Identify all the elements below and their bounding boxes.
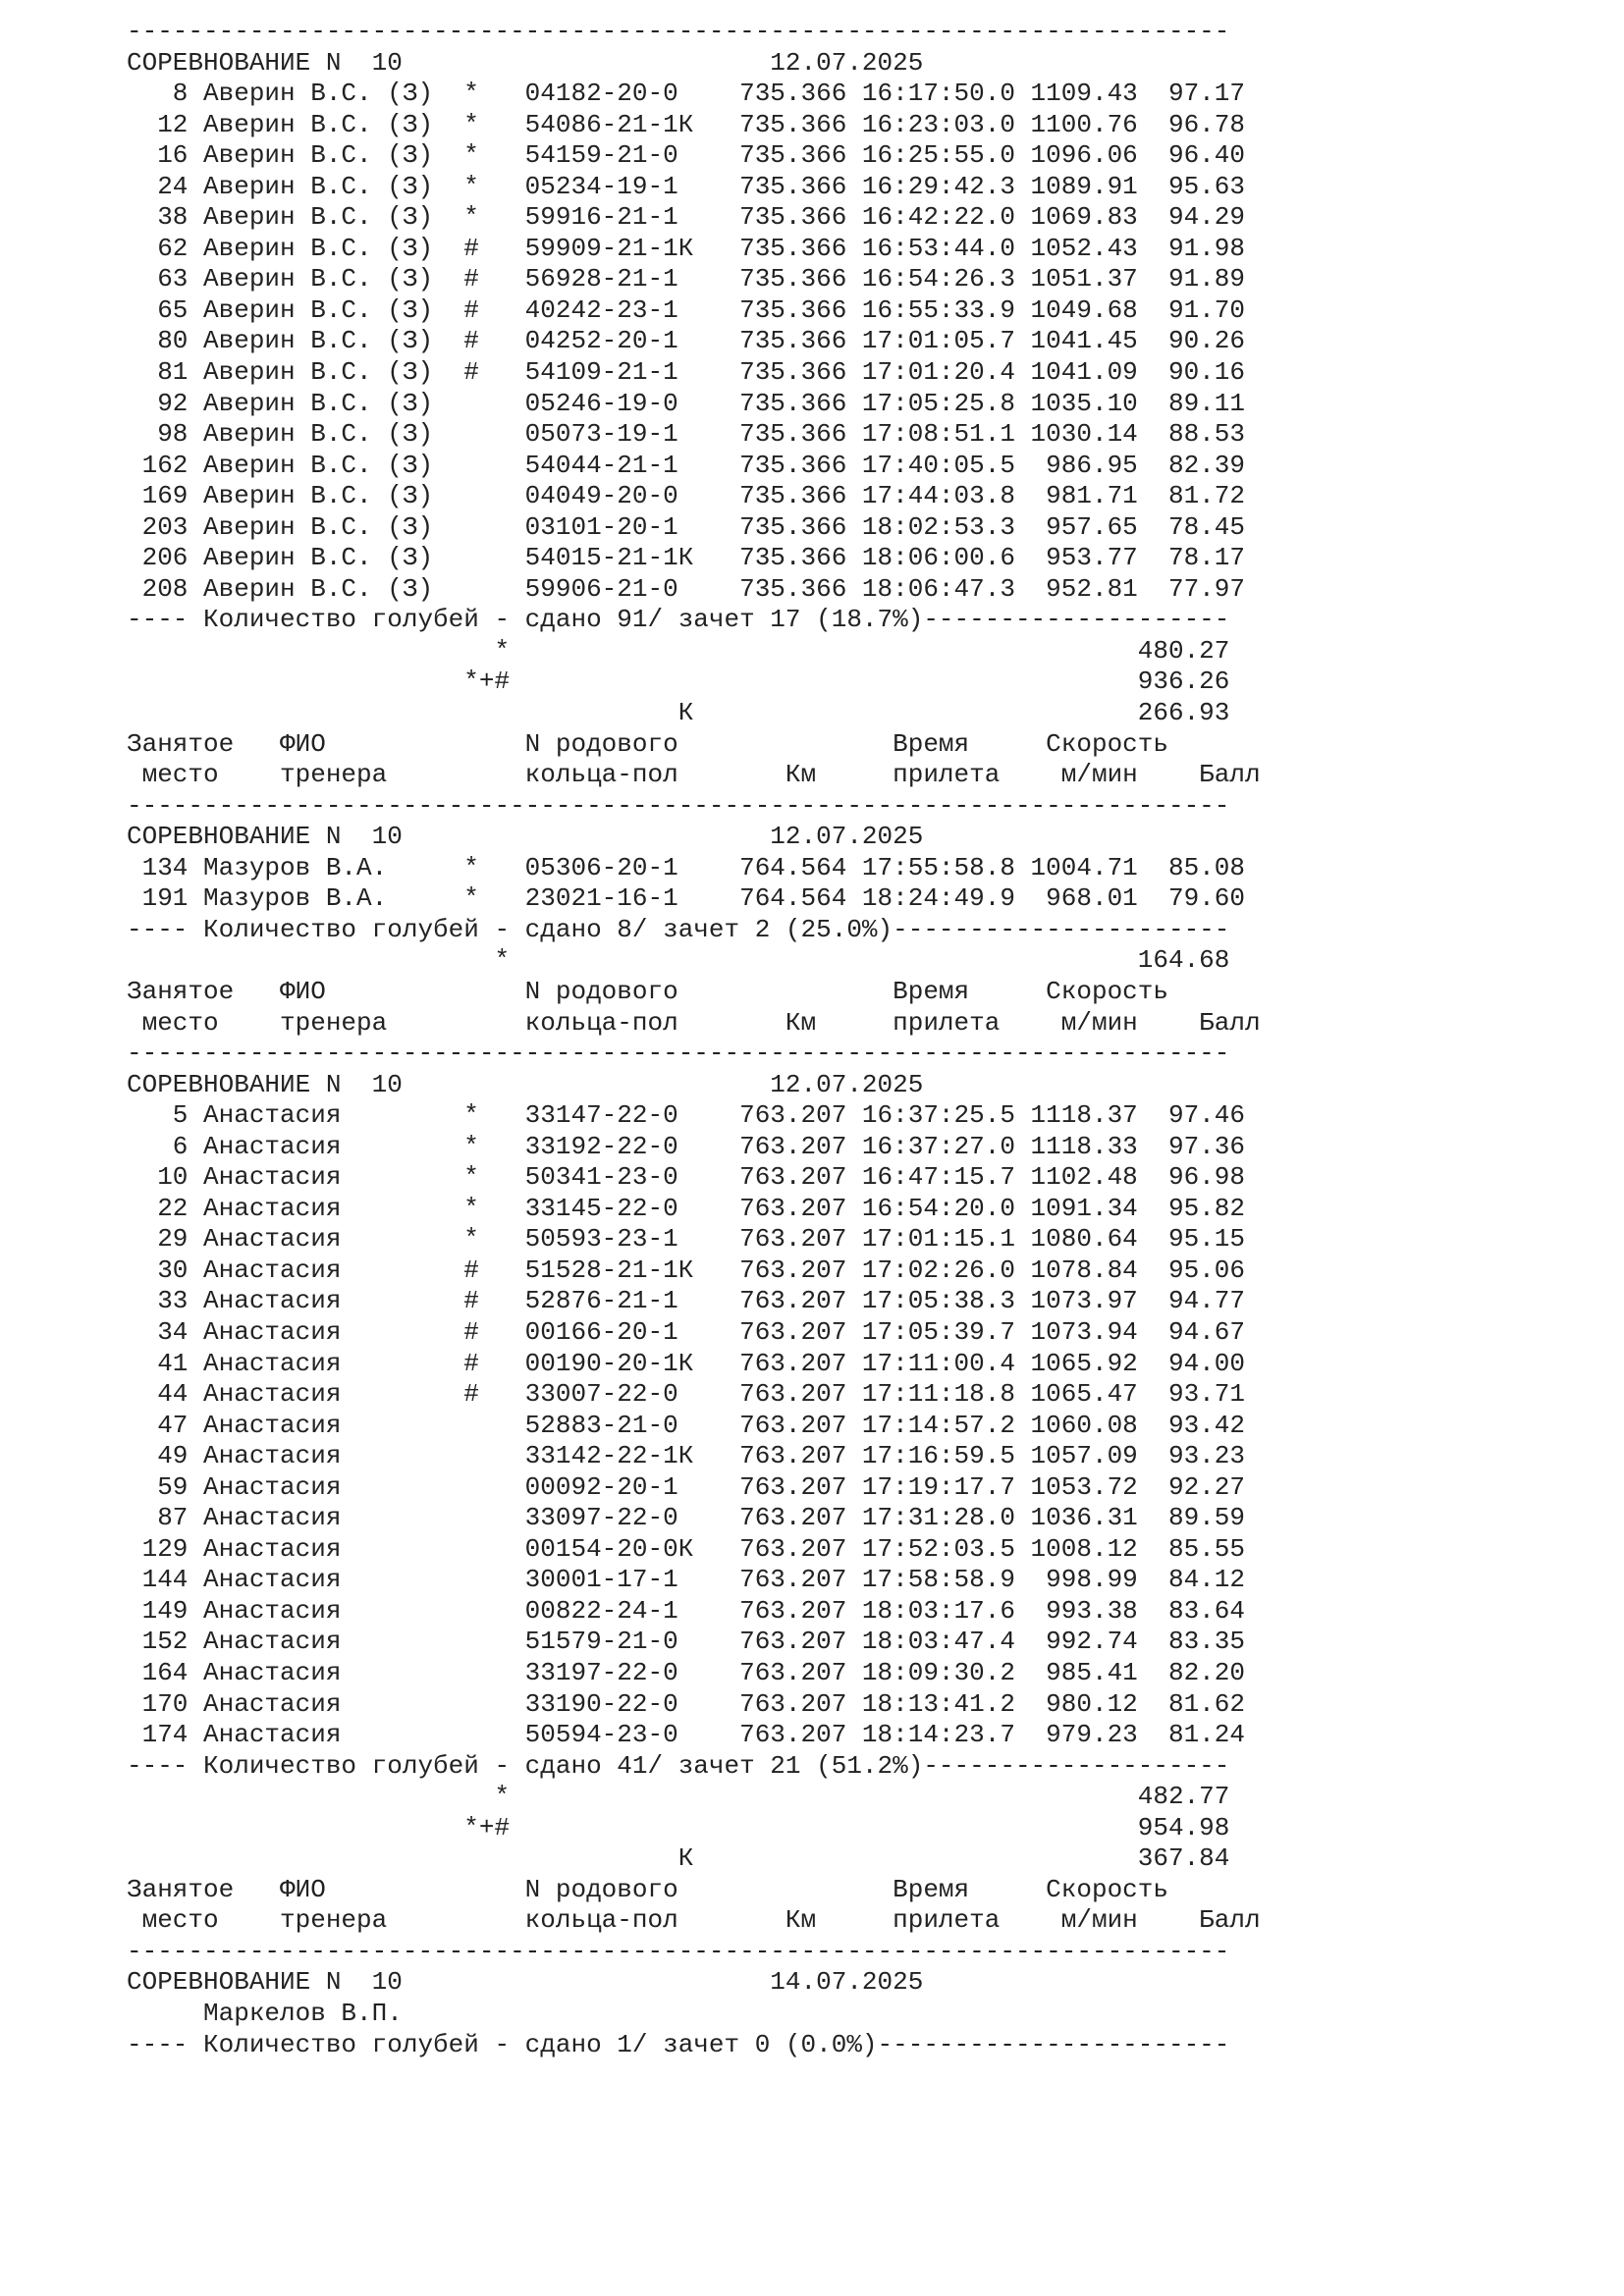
total-line: К 367.84 [127, 1843, 1230, 1874]
total-line: * 482.77 [127, 1782, 1230, 1812]
column-header-line-1: Занятое ФИО N родового Время Скорость [127, 976, 1168, 1006]
result-row: 203 Аверин В.С. (З) 03101-20-1 735.366 18:02:53.3 957.65 78.45 [127, 511, 1245, 542]
divider-line: ------------------------------------------------------------------------ [127, 790, 1230, 821]
result-row: 5 Анастасия * 33147-22-0 763.207 16:37:25.5 1118.37 97.46 [127, 1100, 1245, 1131]
result-row: 41 Анастасия # 00190-20-1К 763.207 17:11:00.4 1065.92 94.00 [127, 1348, 1245, 1378]
result-row: 10 Анастасия * 50341-23-0 763.207 16:47:15.7 1102.48 96.98 [127, 1162, 1245, 1193]
result-row: 206 Аверин В.С. (З) 54015-21-1К 735.366 18:06:00.6 953.77 78.17 [127, 543, 1245, 573]
competition-heading: СОРЕВНОВАНИЕ N 10 12.07.2025 [127, 1069, 924, 1099]
competition-heading: СОРЕВНОВАНИЕ N 10 12.07.2025 [127, 822, 924, 852]
result-row: 98 Аверин В.С. (З) 05073-19-1 735.366 17:08:51.1 1030.14 88.53 [127, 419, 1245, 450]
result-row: 149 Анастасия 00822-24-1 763.207 18:03:17.6 993.38 83.64 [127, 1595, 1245, 1626]
result-row: 174 Анастасия 50594-23-0 763.207 18:14:23.7 979.23 81.24 [127, 1720, 1245, 1750]
result-row: 38 Аверин В.С. (З) * 59916-21-1 735.366 16:42:22.0 1069.83 94.29 [127, 202, 1245, 233]
column-header-line-2: место тренера кольца-пол Км прилета м/мин Балл [127, 1905, 1261, 1936]
result-row: 24 Аверин В.С. (З) * 05234-19-1 735.366 16:29:42.3 1089.91 95.63 [127, 171, 1245, 201]
result-row: 33 Анастасия # 52876-21-1 763.207 17:05:38.3 1073.97 94.77 [127, 1286, 1245, 1316]
result-row: 59 Анастасия 00092-20-1 763.207 17:19:17.7 1053.72 92.27 [127, 1471, 1245, 1502]
result-row: 191 Мазуров В.А. * 23021-16-1 764.564 18:24:49.9 968.01 79.60 [127, 883, 1245, 914]
result-row: 92 Аверин В.С. (З) 05246-19-0 735.366 17:05:25.8 1035.10 89.11 [127, 388, 1245, 418]
result-row: 47 Анастасия 52883-21-0 763.207 17:14:57.2 1060.08 93.42 [127, 1410, 1245, 1440]
result-row: 80 Аверин В.С. (З) # 04252-20-1 735.366 17:01:05.7 1041.45 90.26 [127, 326, 1245, 356]
result-row: 170 Анастасия 33190-22-0 763.207 18:13:41.2 980.12 81.62 [127, 1688, 1245, 1719]
competition-heading: СОРЕВНОВАНИЕ N 10 14.07.2025 [127, 1967, 924, 1998]
total-line: К 266.93 [127, 698, 1230, 728]
divider-line: ------------------------------------------------------------------------ [127, 17, 1230, 46]
result-row: 44 Анастасия # 33007-22-0 763.207 17:11:18.8 1065.47 93.71 [127, 1379, 1245, 1410]
column-header-line-2: место тренера кольца-пол Км прилета м/мин Балл [127, 1007, 1261, 1038]
result-row: 65 Аверин В.С. (З) # 40242-23-1 735.366 16:55:33.9 1049.68 91.70 [127, 294, 1245, 325]
total-line: *+# 936.26 [127, 667, 1230, 697]
competition-heading: СОРЕВНОВАНИЕ N 10 12.07.2025 [127, 47, 924, 78]
divider-line: ------------------------------------------------------------------------ [127, 1039, 1230, 1069]
result-row: 208 Аверин В.С. (З) 59906-21-0 735.366 18:06:47.3 952.81 77.97 [127, 573, 1245, 604]
result-row: 34 Анастасия # 00166-20-1 763.207 17:05:39.7 1073.94 94.67 [127, 1316, 1245, 1347]
result-row: 129 Анастасия 00154-20-0К 763.207 17:52:03.5 1008.12 85.55 [127, 1533, 1245, 1564]
column-header-line-2: место тренера кольца-пол Км прилета м/мин Балл [127, 760, 1261, 790]
result-row: 8 Аверин В.С. (З) * 04182-20-0 735.366 16:17:50.0 1109.43 97.17 [127, 79, 1245, 109]
summary-line: ---- Количество голубей - сдано 8/ зачет 2 (25.0%)---------------------- [127, 914, 1230, 944]
total-line: * 164.68 [127, 945, 1230, 976]
result-row: 134 Мазуров В.А. * 05306-20-1 764.564 17:55:58.8 1004.71 85.08 [127, 852, 1245, 882]
divider-line: ------------------------------------------------------------------------ [127, 1936, 1230, 1966]
result-row: 162 Аверин В.С. (З) 54044-21-1 735.366 17:40:05.5 986.95 82.39 [127, 450, 1245, 480]
result-row: 12 Аверин В.С. (З) * 54086-21-1К 735.366 16:23:03.0 1100.76 96.78 [127, 109, 1245, 139]
result-row: 81 Аверин В.С. (З) # 54109-21-1 735.366 17:01:20.4 1041.09 90.16 [127, 357, 1245, 388]
summary-line: ---- Количество голубей - сдано 91/ зачет 17 (18.7%)-------------------- [127, 605, 1230, 635]
result-row: 62 Аверин В.С. (З) # 59909-21-1К 735.366 16:53:44.0 1052.43 91.98 [127, 233, 1245, 263]
result-row: 22 Анастасия * 33145-22-0 763.207 16:54:20.0 1091.34 95.82 [127, 1193, 1245, 1223]
total-line: * 480.27 [127, 635, 1230, 666]
result-row: 6 Анастасия * 33192-22-0 763.207 16:37:27.0 1118.33 97.36 [127, 1131, 1245, 1161]
result-row: 29 Анастасия * 50593-23-1 763.207 17:01:15.1 1080.64 95.15 [127, 1224, 1245, 1255]
result-row: 16 Аверин В.С. (З) * 54159-21-0 735.366 16:25:55.0 1096.06 96.40 [127, 140, 1245, 171]
result-row: 169 Аверин В.С. (З) 04049-20-0 735.366 17:44:03.8 981.71 81.72 [127, 481, 1245, 511]
result-row: 152 Анастасия 51579-21-0 763.207 18:03:47.4 992.74 83.35 [127, 1627, 1245, 1657]
result-row: 87 Анастасия 33097-22-0 763.207 17:31:28.0 1036.31 89.59 [127, 1503, 1245, 1533]
result-row: 49 Анастасия 33142-22-1К 763.207 17:16:59.5 1057.09 93.23 [127, 1441, 1245, 1471]
summary-line: ---- Количество голубей - сдано 41/ зачет 21 (51.2%)-------------------- [127, 1750, 1230, 1781]
trainer-name: Маркелов В.П. [127, 1999, 403, 2028]
result-row: 144 Анастасия 30001-17-1 763.207 17:58:58.9 998.99 84.12 [127, 1565, 1245, 1595]
result-row: 63 Аверин В.С. (З) # 56928-21-1 735.366 16:54:26.3 1051.37 91.89 [127, 264, 1245, 294]
column-header-line-1: Занятое ФИО N родового Время Скорость [127, 728, 1168, 759]
summary-line: ---- Количество голубей - сдано 1/ зачет 0 (0.0%)----------------------- [127, 2029, 1230, 2059]
total-line: *+# 954.98 [127, 1812, 1230, 1842]
result-row: 30 Анастасия # 51528-21-1К 763.207 17:02:26.0 1078.84 95.06 [127, 1255, 1245, 1285]
result-row: 164 Анастасия 33197-22-0 763.207 18:09:30.2 985.41 82.20 [127, 1657, 1245, 1687]
column-header-line-1: Занятое ФИО N родового Время Скорость [127, 1874, 1168, 1904]
results-report [127, 17, 1261, 2060]
